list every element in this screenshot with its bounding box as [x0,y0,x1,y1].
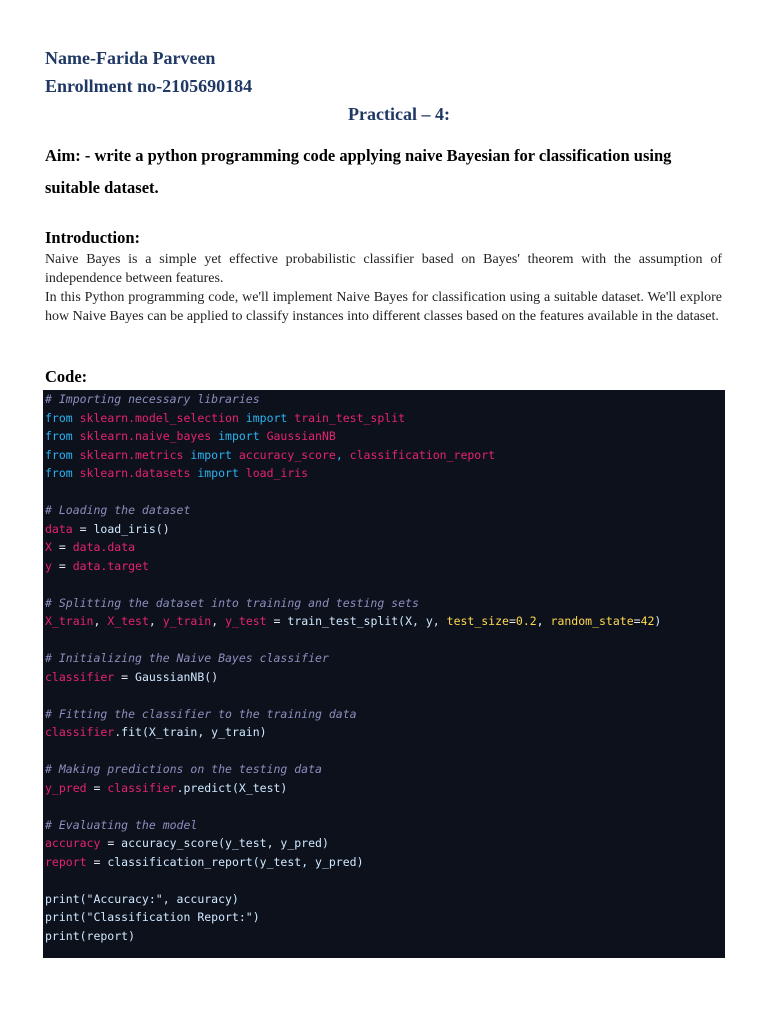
code-line [45,779,723,798]
introduction-body [45,250,722,326]
code-token: # Splitting the dataset into training and testing sets [45,595,419,610]
code-token: from [45,466,80,480]
code-token: = [51,558,73,573]
code-token: sklearn.model_selection [79,410,246,425]
code-line [45,760,723,779]
aim-statement: Aim: - write a python programming code applying naive Bayesian for classification using suitable dataset. [45,146,672,197]
code-token: classification_report(y_test, y_pred) [107,854,364,869]
code-token: # Evaluating the model [45,817,198,832]
code-token: load_iris [245,466,309,480]
code-line [45,649,723,668]
code-token: GaussianNB [266,429,336,443]
code-line [45,501,723,520]
code-token: = [508,614,516,628]
code-token: , [148,614,163,628]
code-line [45,705,723,724]
code-line [45,483,723,502]
code-line [45,686,723,705]
code-token: import [218,429,267,443]
code-token: classification_report [349,447,496,462]
code-token: .target [100,558,149,573]
code-token: ) [654,614,662,628]
code-token: from [45,429,80,443]
code-token: y_train [162,614,212,628]
code-line [45,538,723,557]
code-token: , [536,614,551,628]
code-line [45,742,723,761]
code-token: # Making predictions on the testing data [45,762,322,776]
code-token: print("Accuracy:", accuracy) [45,891,239,906]
code-token: # Loading the dataset [45,503,191,517]
practical-title: Practical – 4: [348,104,450,124]
student-name: Name-Farida Parveen [45,48,216,68]
code-token: classifier [45,725,115,739]
code-token: data [72,558,101,573]
code-token: = [114,669,136,684]
code-line [45,723,723,742]
code-token: # Fitting the classifier to the training data [45,706,357,721]
code-token: print("Classification Report:") [45,910,260,924]
code-token: from [45,410,80,425]
code-token: = [72,521,94,536]
introduction-heading: Introduction: [45,228,141,247]
code-line [45,464,723,483]
code-line [45,409,723,428]
code-token: report [45,854,87,869]
code-token: test_size [446,614,509,628]
code-line [45,908,723,927]
code-token: 0.2 [515,614,537,628]
code-token: .predict(X_test) [176,780,288,795]
code-line [45,834,723,853]
code-token: classifier [45,669,115,684]
code-token: 42 [640,614,655,628]
code-token: .data [100,540,136,554]
code-token: = [266,614,288,628]
code-token: , [93,614,108,628]
code-block [43,390,725,958]
code-line [45,446,723,465]
code-token: accuracy_score(y_test, y_pred) [121,836,329,850]
code-token: import [190,447,239,462]
code-token: y_pred [45,780,87,795]
code-line [45,668,723,687]
code-line [45,631,723,650]
code-line [45,890,723,909]
code-token: sklearn.metrics [79,447,191,462]
code-line [45,871,723,890]
code-token: , [211,614,226,628]
code-token: X [45,540,52,554]
code-line [45,927,723,946]
introduction-paragraph: In this Python programming code, we'll implement Naive Bayes for classification using a suitable dataset. We'll explore how Naive Bayes can be applied to classify instances into different classes based on the features available in the dataset. [45,290,722,324]
code-token: = [633,614,641,628]
code-line [45,816,723,835]
code-token: = [51,540,73,554]
code-token: data [45,521,73,536]
code-token: import [197,466,246,480]
code-token: # Initializing the Naive Bayes classifier [45,651,329,665]
code-line [45,575,723,594]
code-token: accuracy [45,836,101,850]
code-token: accuracy_score [238,447,336,462]
code-line [45,797,723,816]
code-token: GaussianNB() [135,669,219,684]
code-token: print(report) [45,928,136,943]
code-heading: Code: [45,367,88,386]
code-token: = [86,854,108,869]
code-line [45,853,723,872]
code-token: data [72,540,101,554]
code-token: import [245,410,295,425]
code-token: , [335,447,350,462]
code-token: X_test [107,614,149,628]
code-line [45,594,723,613]
enrollment-number: Enrollment no-2105690184 [45,76,253,96]
code-token: .fit(X_train, y_train) [114,725,267,739]
code-token: train_test_split(X, y, [287,614,447,628]
code-line [45,390,723,409]
code-line [45,612,723,631]
code-line [45,557,723,576]
code-line [45,520,723,539]
introduction-paragraph: Naive Bayes is a simple yet effective probabilistic classifier based on Bayes' theorem with the assumption of independence between features. [45,252,722,286]
code-token: = [100,836,122,850]
code-token: load_iris() [93,521,170,536]
code-token: y_test [225,614,267,628]
code-token: = [86,780,108,795]
code-token: sklearn.naive_bayes [79,429,219,443]
code-token: classifier [107,780,177,795]
code-token: train_test_split [294,410,406,425]
code-token: random_state [550,614,634,628]
code-line [45,427,723,446]
code-token: X_train [45,614,94,628]
code-token: # Importing necessary libraries [45,392,260,406]
code-token: y [45,558,52,573]
code-token: sklearn.datasets [79,466,198,480]
code-token: from [45,447,80,462]
